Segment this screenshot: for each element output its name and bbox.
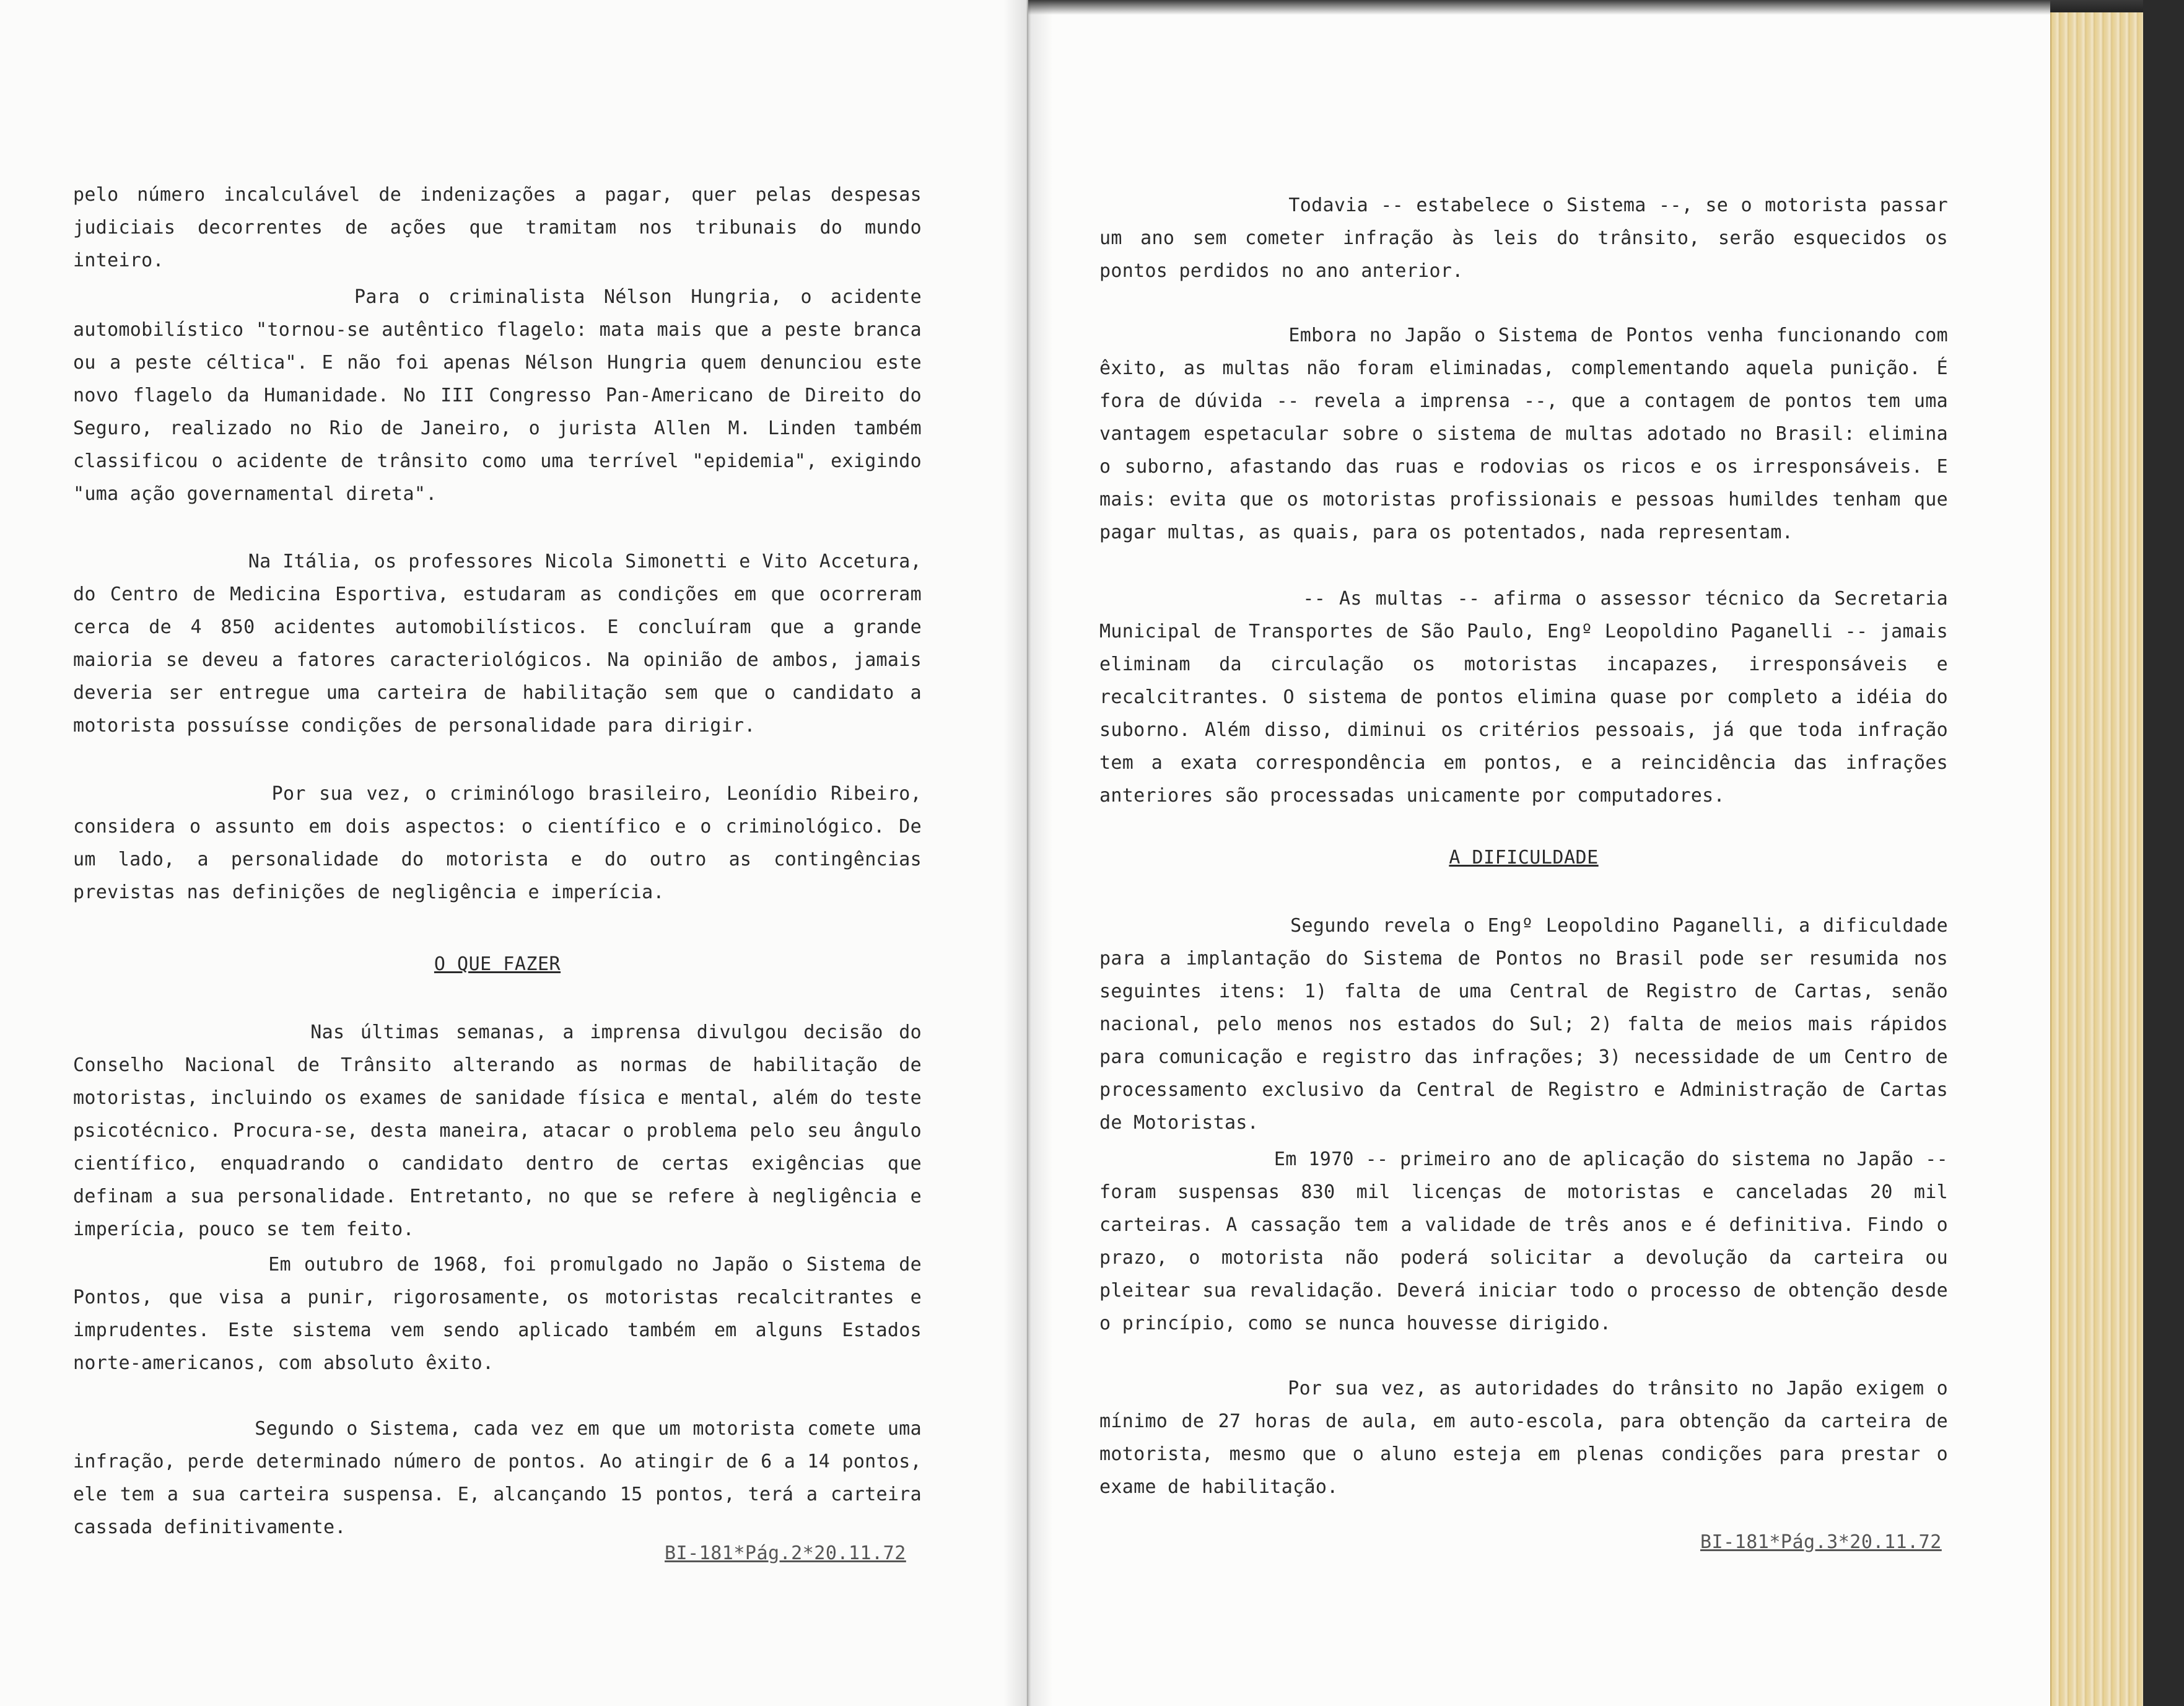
right-paragraph-6: Por sua vez, as autoridades do trânsito no Japão exigem o mínimo de 27 horas de aula, em auto-escola, para obtenção da carteira de motorista, mesmo que o aluno esteja em plenas condições para prestar o exame de habilitação. (1099, 1378, 1960, 1498)
left-paragraph-6: Em outubro de 1968, foi promulgado no Japão o Sistema de Pontos, que visa a punir, rigorosamente, os motoristas recalcitrantes e imprudentes. Este sistema vem sendo aplicado também em alguns Estados norte-americanos, com absoluto êxito. (73, 1254, 933, 1374)
right-paragraph-5: Em 1970 -- primeiro ano de aplicação do sistema no Japão -- foram suspensas 830 mil licenças de motoristas e canceladas 20 mil carteiras. A cassação tem a validade de três anos e é definitiva. Findo o prazo, o motorista não poderá solicitar a devolução da carteira ou pleitear sua revalidação. Deverá iniciar todo o processo de obtenção desde o princípio, como se nunca houvesse dirigido. (1099, 1148, 1960, 1334)
right-paragraph-3: -- As multas -- afirma o assessor técnico da Secretaria Municipal de Transportes de São Paulo, Engº Leopoldino Paganelli -- jamais eliminam da circulação os motoristas incapazes, irresponsáveis e recalcitrantes. O sistema de pontos elimina quase por completo a idéia do suborno. Além disso, diminui os critérios pessoais, já que toda infração tem a exata correspondência em pontos, e a reincidência das infrações anteriores são processadas unicamente por computadores. (1099, 588, 1960, 807)
left-paragraph-1: pelo número incalculável de indenizações a pagar, quer pelas despesas judiciais decorrentes de ações que tramitam nos tribunais do mundo inteiro. (73, 184, 933, 271)
right-page-footer: BI-181*Pág.3*20.11.72 (1700, 1531, 1942, 1553)
left-page (0, 0, 1028, 1706)
section-heading-o-que-fazer: O QUE FAZER (434, 953, 561, 975)
right-paragraph-1: Todavia -- estabelece o Sistema --, se o motorista passar um ano sem cometer infração às leis do trânsito, serão esquecidos os pontos perdidos no ano anterior. (1099, 195, 1960, 282)
page-edge-stack (2050, 12, 2144, 1706)
book-gutter-shadow (1003, 0, 1053, 1706)
left-paragraph-2: Para o criminalista Nélson Hungria, o acidente automobilístico "tornou-se autêntico flagelo: mata mais que a peste branca ou a peste céltica". E não foi apenas Nélson Hungria quem denunciou este novo flagelo da Humanidade. No III Congresso Pan-Americano de Direito do Seguro, realizado no Rio de Janeiro, o jurista Allen M. Linden também classificou o acidente de trânsito como uma terrível "epidemia", exigindo "uma ação governamental direta". (73, 286, 933, 505)
section-heading-a-dificuldade: A DIFICULDADE (1449, 847, 1599, 868)
left-page-footer: BI-181*Pág.2*20.11.72 (665, 1542, 906, 1564)
book-cover-edge (2143, 0, 2184, 1706)
right-paragraph-4: Segundo revela o Engº Leopoldino Paganelli, a dificuldade para a implantação do Sistema de Pontos no Brasil pode ser resumida nos seguintes itens: 1) falta de uma Central de Registro de Cartas, senão nacional, pelo menos nos estados do Sul; 2) falta de meios mais rápidos para comunicação e registro das infrações; 3) necessidade de um Centro de processamento exclusivo da Central de Registro e Administração de Cartas de Motoristas. (1099, 915, 1960, 1134)
right-paragraph-2: Embora no Japão o Sistema de Pontos venha funcionando com êxito, as multas não foram eliminadas, complementando aquela punição. É fora de dúvida -- revela a imprensa --, que a contagem de pontos tem uma vantagem espetacular sobre o sistema de multas adotado no Brasil: elimina o suborno, afastando das ruas e rodovias os ricos e os irresponsáveis. E mais: evita que os motoristas profissionais e pessoas humildes tenham que pagar multas, as quais, para os potentados, nada representam. (1099, 325, 1960, 543)
left-paragraph-4: Por sua vez, o criminólogo brasileiro, Leonídio Ribeiro, considera o assunto em dois aspectos: o científico e o criminológico. De um lado, a personalidade do motorista e do outro as contingências previstas nas definições de negligência e imperícia. (73, 783, 933, 903)
top-edge-shadow (1028, 0, 2143, 15)
left-paragraph-3: Na Itália, os professores Nicola Simonetti e Vito Accetura, do Centro de Medicina Esportiva, estudaram as condições em que ocorreram cerca de 4 850 acidentes automobilísticos. E concluíram que a grande maioria se deveu a fatores caracteriológicos. Na opinião de ambos, jamais deveria ser entregue uma carteira de habilitação sem que o candidato a motorista possuísse condições de personalidade para dirigir. (73, 551, 933, 737)
left-paragraph-7: Segundo o Sistema, cada vez em que um motorista comete uma infração, perde determinado número de pontos. Ao atingir de 6 a 14 pontos, ele tem a sua carteira suspensa. E, alcançando 15 pontos, terá a carteira cassada definitivamente. (73, 1418, 933, 1538)
right-page (1028, 0, 2050, 1706)
left-paragraph-5: Nas últimas semanas, a imprensa divulgou decisão do Conselho Nacional de Trânsito alterando as normas de habilitação de motoristas, incluindo os exames de sanidade física e mental, além do teste psicotécnico. Procura-se, desta maneira, atacar o problema pelo seu ângulo científico, enquadrando o candidato dentro de certas exigências que definam a sua personalidade. Entretanto, no que se refere à negligência e imperícia, pouco se tem feito. (73, 1021, 933, 1240)
